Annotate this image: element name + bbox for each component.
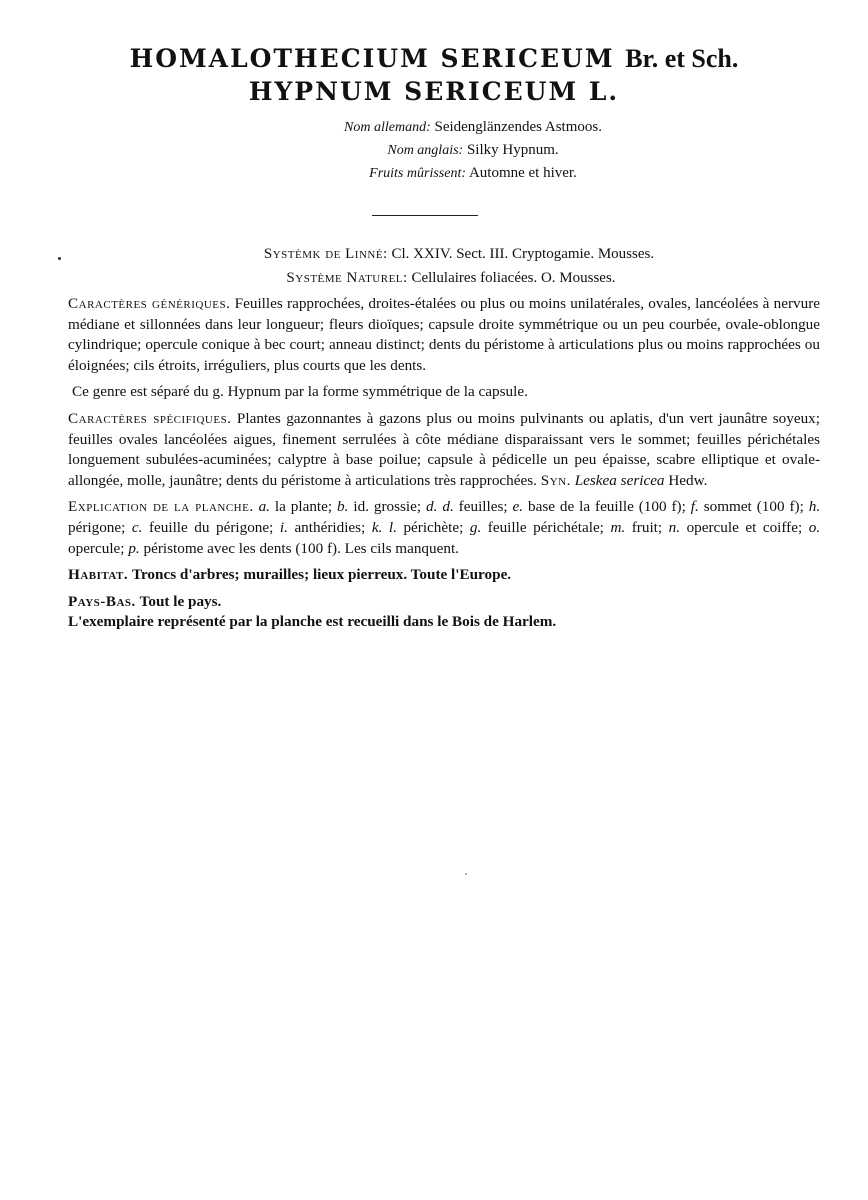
plate-key: o. (808, 518, 821, 536)
syn-label: Syn. (540, 471, 571, 489)
title-line-2: HYPNUM SERICEUM L. (248, 77, 620, 106)
plate-key: a. (258, 498, 270, 516)
explication-label: Explication de la planche. (68, 498, 254, 516)
plate-key: e. (512, 498, 524, 516)
plate-key-description: périchète; (403, 518, 464, 536)
plate-key-description: base de la feuille (100 f); (527, 498, 686, 516)
plate-key: f. (690, 498, 699, 516)
linne-value: Cl. XXIV. Sect. III. Cryptogamie. Mousses. (391, 246, 655, 262)
generic-note: Ce genre est séparé du g. Hypnum par la forme symmétrique de la capsule. (72, 383, 528, 401)
plate-key: d. d. (426, 498, 454, 516)
system-linne-row (0, 242, 868, 266)
naturel-label: Système Naturel: (286, 270, 408, 286)
specific-characters (68, 409, 820, 491)
common-names (0, 116, 868, 185)
plate-key-description: la plante; (274, 498, 333, 516)
plate-key: p. (128, 539, 140, 557)
specific-text: Plantes gazonnantes à gazons plus ou moins pulvinants ou aplatis, d'un vert jaunâtre soyeux; feuilles ovales lancéolées aigues, finement serrulées à côte médiane disparaissant vers le sommet; feuilles périchétales longuement subulées-acuminées; calyptre à base poilue; capsule à pédicelle un peu épaisse, scabre elliptique et ovale-allongée, molle, jaunâtre; dents du péristome à articulations très rapprochées. (68, 409, 820, 489)
plate-key-description: péristome avec les dents (100 f). Les cils manquent. (143, 539, 459, 557)
plate-explanation (68, 497, 820, 559)
english-name-row (0, 139, 868, 162)
german-label: Nom allemand: (344, 120, 431, 135)
generic-characters (68, 294, 820, 376)
description-body (68, 294, 820, 633)
generic-text: Feuilles rapprochées, droites-étalées ou plus ou moins unilatérales, ovales, lancéolées à nervure médiane et sillonnées dans leur longueur; fleurs dioïques; capsule droite symmétrique ou un peu courbée, ovale-oblongue cylindrique; opercule conique à bec court; anneau distinct; dents du péristome à articulations plus ou moins rapprochées ou éloignées; cils étroits, irréguliers, plus courts que les dents. (68, 295, 820, 374)
divider-rule (372, 215, 478, 216)
system-naturel-row (0, 266, 868, 290)
syn-name: Leskea sericea (574, 471, 665, 489)
paysbas-text: Tout le pays. (139, 592, 222, 610)
plate-key-description: sommet (100 f); (703, 498, 804, 516)
german-value: Seidenglänzendes Astmoos. (434, 119, 602, 135)
plate-key: n. (668, 518, 681, 536)
specific-label: Caractères spécifiques. (68, 409, 232, 427)
plate-key-description: opercule; (68, 539, 125, 557)
plate-key: g. (469, 518, 482, 536)
habitat-label: Habitat. (68, 566, 129, 584)
plate-key-description: feuille périchétale; (487, 518, 604, 536)
plate-key: b. (337, 498, 349, 516)
habitat-text: Troncs d'arbres; murailles; lieux pierreux. Toute l'Europe. (131, 566, 512, 584)
plate-key: k. l. (371, 518, 397, 536)
plate-key: m. (610, 518, 626, 536)
fruits-value: Automne et hiver. (468, 165, 577, 181)
plate-key-description: fruit; (631, 518, 663, 536)
title-line-1 (0, 44, 868, 74)
linne-label: Systèmk de Linné: (263, 246, 388, 262)
specimen-note: L'exemplaire représenté par la planche est recueilli dans le Bois de Harlem. (68, 613, 557, 631)
syn-author: Hedw. (668, 471, 708, 489)
plate-key: i. (279, 518, 288, 536)
german-name-row (0, 116, 868, 139)
english-value: Silky Hypnum. (466, 142, 559, 158)
plate-key: c. (131, 518, 143, 536)
genus-species-name: HOMALOTHECIUM SERICEUM (129, 44, 615, 73)
naturel-value: Cellulaires foliacées. O. Mousses. (411, 270, 616, 286)
habitat (68, 565, 820, 586)
fruits-row (0, 162, 868, 185)
fruits-label: Fruits mûrissent: (369, 166, 466, 181)
plate-key-description: anthéridies; (294, 518, 366, 536)
pays-bas (68, 592, 820, 613)
plate-key-description: id. grossie; (353, 498, 422, 516)
paysbas-label: Pays-Bas. (68, 592, 136, 610)
plate-key-description: périgone; (68, 518, 126, 536)
plate-key-description: feuilles; (458, 498, 508, 516)
plate-key-description: opercule et coiffe; (686, 518, 803, 536)
authority: Br. et Sch. (625, 44, 739, 73)
generic-label: Caractères génériques. (68, 295, 231, 312)
print-speck (465, 873, 467, 875)
plate-key-description: feuille du périgone; (148, 518, 274, 536)
english-label: Nom anglais: (387, 143, 464, 158)
plate-key: h. (808, 498, 821, 516)
